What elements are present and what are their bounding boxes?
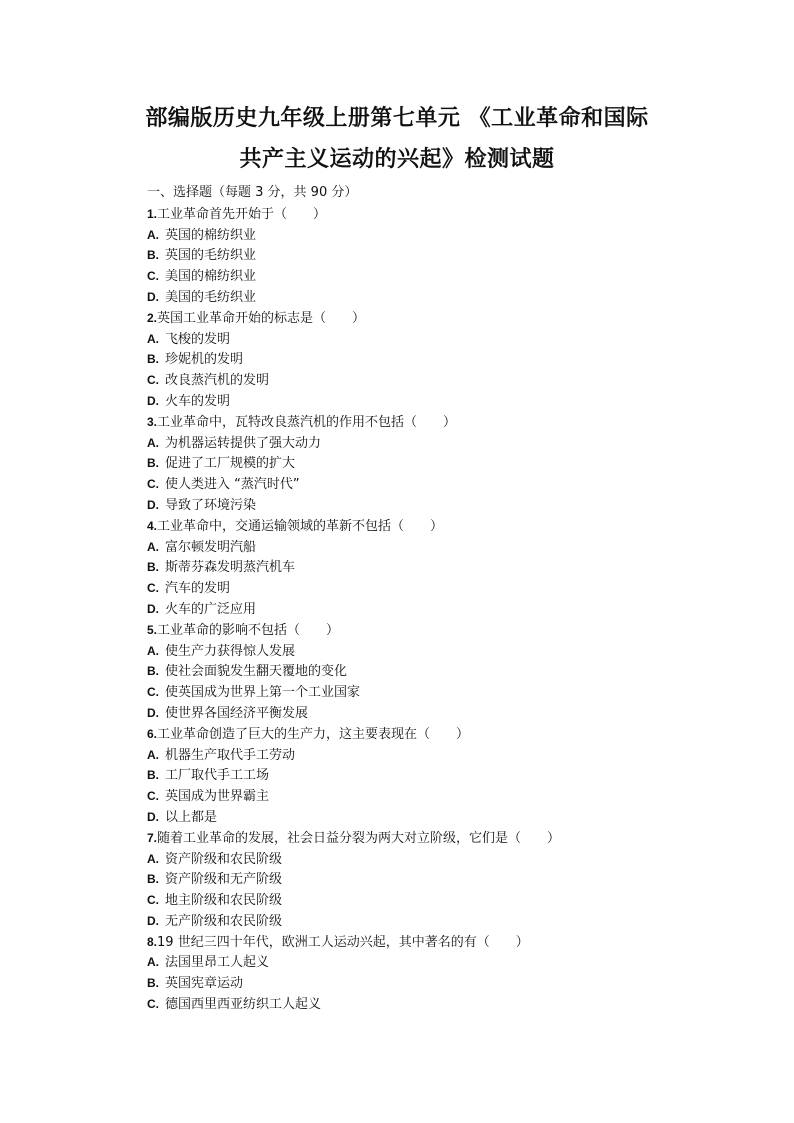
option-8-b (147, 973, 707, 994)
option-7-b (147, 869, 707, 890)
option-text: 以上都是 (165, 809, 218, 825)
option-letter: C. (147, 893, 159, 908)
option-1-d (147, 287, 707, 308)
option-letter: C. (147, 269, 159, 284)
option-letter: B. (147, 352, 159, 367)
option-text: 改良蒸汽机的发明 (165, 373, 270, 389)
option-text: 英国的毛纺织业 (165, 248, 257, 264)
option-6-c (147, 786, 707, 807)
option-letter: C. (147, 997, 159, 1012)
option-letter: C. (147, 477, 159, 492)
option-3-a (147, 433, 707, 454)
option-text: 英国宪章运动 (165, 976, 244, 992)
option-letter: D. (147, 497, 159, 512)
option-letter: D. (147, 393, 159, 408)
question-number: 4. (147, 518, 158, 533)
option-1-a (147, 225, 707, 246)
option-letter: B. (147, 456, 159, 471)
option-letter: B. (147, 560, 159, 575)
question-5 (147, 620, 707, 641)
question-4 (147, 516, 707, 537)
option-text: 美国的毛纺织业 (165, 289, 257, 305)
option-text: 飞梭的发明 (165, 331, 231, 347)
option-text: 珍妮机的发明 (165, 352, 244, 368)
option-letter: D. (147, 601, 159, 616)
option-text: 导致了环境污染 (165, 497, 257, 513)
option-text: 地主阶级和农民阶级 (165, 893, 283, 909)
option-4-b (147, 557, 707, 578)
option-letter: B. (147, 768, 159, 783)
option-text: 使人类进入 “蒸汽时代” (165, 477, 300, 493)
option-text: 资产阶级和农民阶级 (165, 851, 283, 867)
question-text: 工业革命首先开始于（ ） (157, 206, 327, 222)
option-4-d (147, 599, 707, 620)
option-text: 机器生产取代手工劳动 (165, 747, 296, 763)
option-letter: C. (147, 685, 159, 700)
question-7 (147, 828, 707, 849)
option-5-c (147, 682, 707, 703)
option-text: 火车的发明 (165, 393, 231, 409)
option-8-a (147, 952, 707, 973)
option-5-a (147, 641, 707, 662)
option-text: 为机器运转提供了强大动力 (165, 435, 322, 451)
question-list (147, 204, 707, 1015)
option-text: 使英国成为世界上第一个工业国家 (165, 685, 361, 701)
question-6 (147, 724, 707, 745)
option-6-a (147, 745, 707, 766)
question-number: 5. (147, 622, 158, 637)
option-2-a (147, 329, 707, 350)
option-letter: A. (147, 955, 159, 970)
option-letter: A. (147, 539, 159, 554)
option-text: 富尔顿发明汽船 (165, 539, 257, 555)
option-letter: A. (147, 747, 159, 762)
option-letter: D. (147, 809, 159, 824)
question-text: 随着工业革命的发展，社会日益分裂为两大对立阶级，它们是（ ） (157, 830, 561, 846)
option-6-b (147, 765, 707, 786)
option-text: 无产阶级和农民阶级 (165, 913, 283, 929)
option-2-c (147, 370, 707, 391)
question-number: 3. (147, 414, 158, 429)
option-letter: D. (147, 913, 159, 928)
question-3 (147, 412, 707, 433)
option-3-d (147, 495, 707, 516)
option-letter: A. (147, 643, 159, 658)
option-text: 使世界各国经济平衡发展 (165, 705, 309, 721)
option-8-c (147, 994, 707, 1015)
option-letter: D. (147, 705, 159, 720)
option-text: 火车的广泛应用 (165, 601, 257, 617)
question-number: 6. (147, 726, 158, 741)
option-4-a (147, 537, 707, 558)
option-letter: A. (147, 227, 159, 242)
question-text: 工业革命创造了巨大的生产力，这主要表现在（ ） (157, 726, 470, 742)
option-2-b (147, 349, 707, 370)
option-letter: C. (147, 581, 159, 596)
option-text: 法国里昂工人起义 (165, 955, 270, 971)
option-text: 美国的棉纺织业 (165, 269, 257, 285)
question-number: 7. (147, 830, 158, 845)
option-7-d (147, 911, 707, 932)
option-6-d (147, 807, 707, 828)
option-letter: B. (147, 976, 159, 991)
question-text: 英国工业革命开始的标志是（ ） (157, 310, 366, 326)
question-text: 工业革命中，瓦特改良蒸汽机的作用不包括（ ） (157, 414, 457, 430)
option-letter: D. (147, 289, 159, 304)
option-letter: A. (147, 851, 159, 866)
option-text: 资产阶级和无产阶级 (165, 872, 283, 888)
question-text: 工业革命中，交通运输领域的革新不包括（ ） (157, 518, 444, 534)
option-text: 汽车的发明 (165, 581, 231, 597)
document-title-line-2: 共产主义运动的兴起》检测试题 (239, 146, 555, 172)
option-letter: B. (147, 248, 159, 263)
option-text: 工厂取代手工工场 (165, 768, 270, 784)
question-text: 19 世纪三四十年代，欧洲工人运动兴起，其中著名的有（ ） (157, 934, 529, 950)
option-text: 促进了工厂规模的扩大 (165, 456, 296, 472)
option-text: 使社会面貌发生翻天覆地的变化 (165, 664, 348, 680)
question-2 (147, 308, 707, 329)
question-text: 工业革命的影响不包括（ ） (157, 622, 340, 638)
option-letter: A. (147, 435, 159, 450)
option-text: 英国的棉纺织业 (165, 227, 257, 243)
exam-content (147, 183, 707, 1015)
option-3-b (147, 453, 707, 474)
question-number: 1. (147, 206, 158, 221)
option-letter: B. (147, 664, 159, 679)
document-title-line-1: 部编版历史九年级上册第七单元 《工业革命和国际 (145, 105, 649, 131)
option-5-d (147, 703, 707, 724)
option-letter: C. (147, 789, 159, 804)
option-text: 英国成为世界霸主 (165, 789, 270, 805)
option-4-c (147, 578, 707, 599)
option-letter: C. (147, 373, 159, 388)
option-text: 斯蒂芬森发明蒸汽机车 (165, 560, 296, 576)
section-heading: 一、选择题（每题 3 分，共 90 分） (147, 185, 358, 200)
option-letter: A. (147, 331, 159, 346)
question-number: 2. (147, 310, 158, 325)
question-number: 8. (147, 934, 158, 949)
option-7-c (147, 890, 707, 911)
option-1-b (147, 245, 707, 266)
option-1-c (147, 266, 707, 287)
question-1 (147, 204, 707, 225)
option-5-b (147, 661, 707, 682)
option-7-a (147, 849, 707, 870)
option-text: 德国西里西亚纺织工人起义 (165, 997, 322, 1013)
option-3-c (147, 474, 707, 495)
option-letter: B. (147, 872, 159, 887)
option-2-d (147, 391, 707, 412)
question-8 (147, 932, 707, 953)
option-text: 使生产力获得惊人发展 (165, 643, 296, 659)
